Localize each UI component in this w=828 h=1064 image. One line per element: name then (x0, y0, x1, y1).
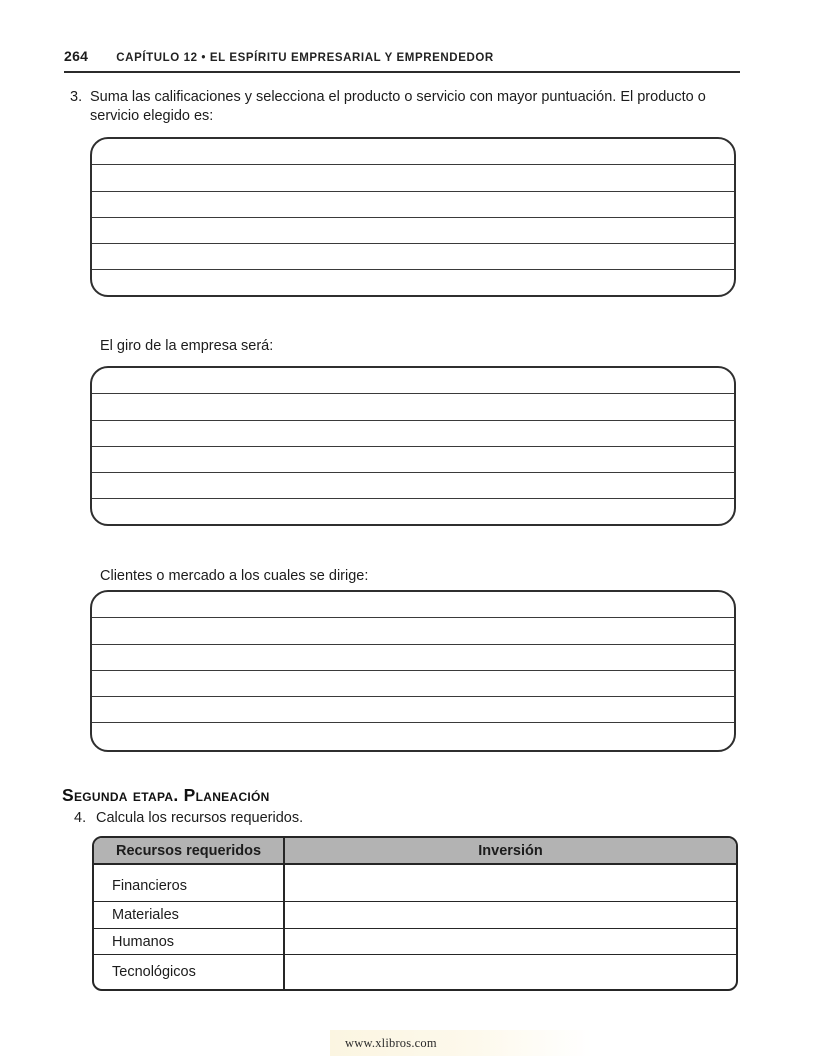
running-head (64, 48, 740, 73)
item-3-number: 3. (70, 89, 83, 105)
table-cell-recurso: Financieros (94, 865, 285, 901)
table-row (94, 955, 736, 989)
label-clientes-mercado: Clientes o mercado a los cuales se dirige: (100, 568, 369, 584)
table-header-inversion: Inversión (478, 842, 543, 859)
writing-line (92, 618, 734, 644)
writing-line (92, 645, 734, 671)
writing-line (92, 723, 734, 749)
table-cell-inversion (285, 929, 736, 954)
label-giro-empresa: El giro de la empresa será: (100, 338, 274, 354)
item-4-number: 4. (74, 810, 87, 826)
page-number: 264 (64, 48, 89, 64)
answer-box-giro (90, 366, 736, 526)
table-header-row (94, 838, 736, 865)
writing-line (92, 192, 734, 218)
writing-line (92, 394, 734, 420)
watermark-patch (330, 1030, 592, 1056)
writing-line (92, 244, 734, 270)
writing-line (92, 218, 734, 244)
writing-line (92, 270, 734, 296)
table-row (94, 929, 736, 955)
table-row (94, 902, 736, 929)
writing-line (92, 165, 734, 191)
table-cell-inversion (285, 955, 736, 989)
writing-line (92, 592, 734, 618)
table-row (94, 865, 736, 902)
resources-table (92, 836, 738, 991)
item-4 (74, 809, 574, 828)
section-heading-segunda-etapa: Segunda etapa. Planeación (62, 785, 270, 805)
writing-line (92, 447, 734, 473)
table-cell-recurso: Tecnológicos (94, 955, 285, 989)
writing-line (92, 697, 734, 723)
table-header-recursos: Recursos requeridos (94, 838, 285, 863)
watermark-url: www.xlibros.com (345, 1035, 437, 1050)
item-3-text: Suma las calificaciones y selecciona el producto o servicio con mayor puntuación. El producto o servicio elegido es: (90, 89, 706, 125)
writing-line (92, 368, 734, 394)
table-cell-recurso: Materiales (94, 902, 285, 928)
chapter-title: CAPÍTULO 12 • EL ESPÍRITU EMPRESARIAL Y EMPRENDEDOR (116, 52, 494, 64)
writing-line (92, 139, 734, 165)
table-cell-inversion (285, 902, 736, 928)
answer-box-producto (90, 137, 736, 297)
writing-line (92, 473, 734, 499)
table-cell-recurso: Humanos (94, 929, 285, 954)
item-3 (70, 88, 742, 126)
table-cell-inversion (285, 865, 736, 901)
writing-line (92, 421, 734, 447)
writing-line (92, 499, 734, 525)
item-4-text: Calcula los recursos requeridos. (96, 810, 304, 826)
writing-line (92, 671, 734, 697)
answer-box-clientes (90, 590, 736, 752)
